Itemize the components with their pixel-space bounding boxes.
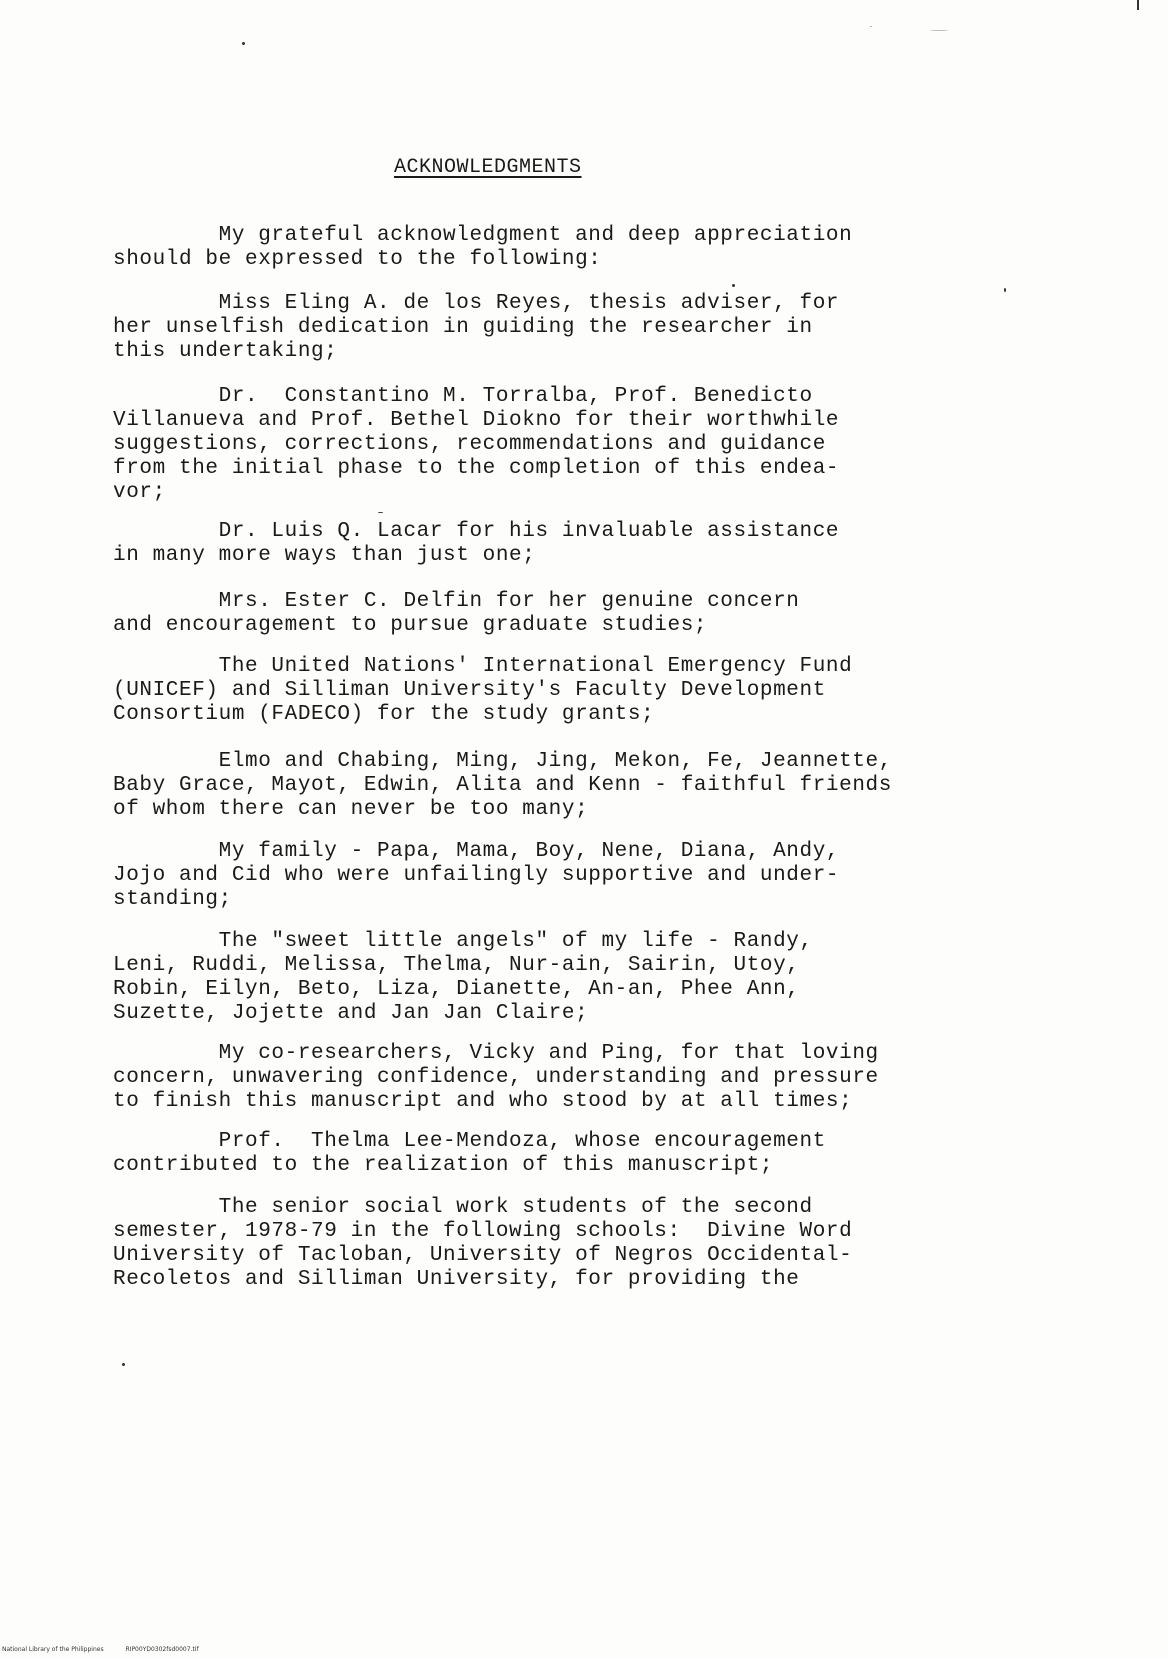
paragraph-students: The senior social work students of the second semester, 1978-79 in the following schools: Divine Word University of Tacloban, University of Negros Occidental- Recoletos and Silliman University, for providing the <box>113 1196 853 1291</box>
footer-library: National Library of the Philippines <box>2 1646 104 1653</box>
paragraph-delfin: Mrs. Ester C. Delfin for her genuine concern and encouragement to pursue graduate studies; <box>113 590 800 637</box>
paragraph-co-researchers: My co-researchers, Vicky and Ping, for that loving concern, unwavering confidence, understanding and pressure to finish this manuscript and who stood by at all times; <box>113 1042 879 1113</box>
scan-speck <box>930 30 948 31</box>
paragraph-mendoza: Prof. Thelma Lee-Mendoza, whose encouragement contributed to the realization of this manuscript; <box>113 1130 826 1177</box>
paragraph-family: My family - Papa, Mama, Boy, Nene, Diana, Andy, Jojo and Cid who were unfailingly supportive and under- standing; <box>113 840 840 911</box>
scan-speck <box>732 284 735 287</box>
scan-speck <box>242 42 245 45</box>
paragraph-intro: My grateful acknowledgment and deep appreciation should be expressed to the following: <box>113 224 853 271</box>
page-title: ACKNOWLEDGMENTS <box>394 156 582 179</box>
scan-speck <box>122 1363 125 1366</box>
footer-file-id: RIP00YD0302fsd0007.tif <box>125 1646 199 1653</box>
paragraph-panel: Dr. Constantino M. Torralba, Prof. Benedicto Villanueva and Prof. Bethel Diokno for their worthwhile suggestions, corrections, recommendations and guidance from the initial phase to the completion of this endea- vor; <box>113 385 840 504</box>
paragraph-friends: Elmo and Chabing, Ming, Jing, Mekon, Fe, Jeannette, Baby Grace, Mayot, Edwin, Alita and Kenn - faithful friends of whom there can never be too many; <box>113 750 892 821</box>
paragraph-adviser: Miss Eling A. de los Reyes, thesis adviser, for her unselfish dedication in guiding the researcher in this undertaking; <box>113 292 840 363</box>
paragraph-lacar: Dr. Luis Q. Lacar for his invaluable assistance in many more ways than just one; <box>113 520 840 567</box>
scan-footer <box>2 1646 219 1653</box>
scan-speck <box>870 26 872 27</box>
scan-speck <box>378 512 383 513</box>
paragraph-grants: The United Nations' International Emergency Fund (UNICEF) and Silliman University's Faculty Development Consortium (FADECO) for the study grants; <box>113 655 853 726</box>
scan-edge-mark <box>1137 0 1139 10</box>
paragraph-angels: The "sweet little angels" of my life - Randy, Leni, Ruddi, Melissa, Thelma, Nur-ain, Sairin, Utoy, Robin, Eilyn, Beto, Liza, Dianette, An-an, Phee Ann, Suzette, Jojette and Jan Jan Claire; <box>113 930 813 1025</box>
scan-speck <box>1004 288 1006 292</box>
